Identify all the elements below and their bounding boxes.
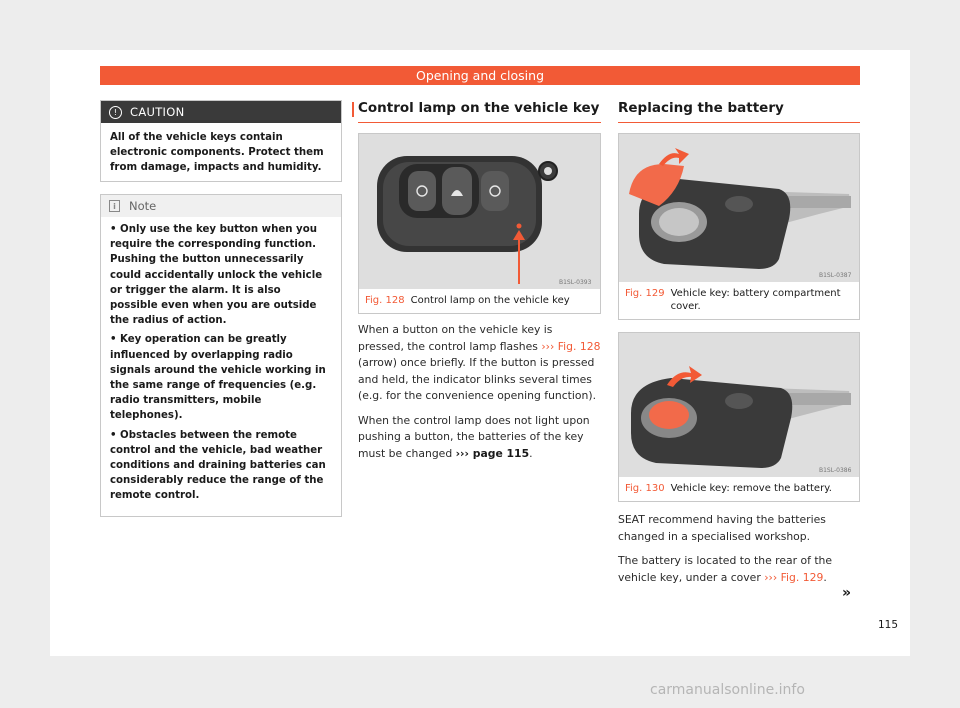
figure-caption-text: Vehicle key: battery compartment cover.	[670, 288, 841, 312]
note-item: • Only use the key button when you require the corresponding function. Pushing the button unnecessarily could accidentally unlock the vehicle or trigger the alarm. It is also possible even when you are outside the radius of action.	[110, 224, 323, 327]
paragraph	[618, 553, 860, 586]
note-label: Note	[129, 199, 157, 213]
middle-column	[358, 100, 601, 462]
left-column	[100, 100, 342, 517]
section-title-battery	[618, 100, 860, 123]
caution-icon: !	[109, 106, 122, 119]
text-run: .	[529, 446, 533, 460]
page-number: 115	[878, 619, 899, 631]
watermark: carmanualsonline.info	[650, 682, 805, 698]
figure-130-image	[619, 333, 859, 477]
figure-number: Fig. 128	[365, 295, 405, 306]
section-title-control-lamp	[358, 100, 601, 123]
figure-caption	[619, 477, 859, 501]
text-run: When a button on the vehicle key is pressed, the control lamp flashes	[358, 323, 553, 353]
battery	[649, 401, 689, 429]
paragraph: SEAT recommend having the batteries changed in a specialised workshop.	[618, 513, 826, 543]
caution-box	[100, 100, 342, 182]
section-accent	[352, 102, 354, 117]
caution-text: All of the vehicle keys contain electronic components. Protect them from damage, impacts and humidity.	[110, 132, 324, 173]
caution-label: CAUTION	[130, 105, 185, 119]
right-column	[618, 100, 860, 586]
info-icon: i	[109, 200, 120, 212]
battery-removal-illustration	[619, 333, 859, 477]
note-body	[101, 217, 341, 516]
text-run: (arrow) once briefly. If the button is pressed and held, the indicator blinks several times (e.g. for the convenience opening function).	[358, 356, 597, 402]
paragraph	[358, 322, 601, 405]
section-title-text: Control lamp on the vehicle key	[358, 100, 600, 116]
figure-code: B1SL-0386	[819, 467, 852, 474]
control-lamp-icon	[517, 224, 522, 229]
section-title-text: Replacing the battery	[618, 100, 784, 116]
note-item: • Key operation can be greatly influenced by overlapping radio signals around the vehicle working in the same range of frequencies (e.g. radio transmitters, mobile telephones).	[110, 334, 326, 422]
note-box	[100, 194, 342, 517]
figure-number: Fig. 130	[625, 483, 665, 494]
figure-128	[358, 133, 601, 314]
note-header	[101, 195, 341, 217]
text-run: .	[823, 570, 827, 584]
figure-code: B1SL-0387	[819, 272, 852, 279]
figure-caption-text: Control lamp on the vehicle key	[410, 295, 570, 306]
caution-header	[101, 101, 341, 123]
figure-129	[618, 133, 860, 320]
text-run: When the control lamp does not light upon pushing a button, the batteries of the key must be changed	[358, 413, 590, 460]
continuation-mark: »	[842, 585, 852, 601]
header-title: Opening and closing	[415, 68, 544, 83]
paragraph	[358, 413, 601, 463]
vehicle-key-illustration	[359, 134, 600, 289]
page-header	[100, 66, 860, 85]
note-item: • Obstacles between the remote control and the vehicle, bad weather conditions and draining batteries can considerably reduce the range of the remote control.	[110, 429, 326, 502]
figure-link[interactable]: ››› Fig. 129	[764, 570, 824, 584]
figure-caption-text: Vehicle key: remove the battery.	[670, 483, 832, 494]
figure-number: Fig. 129	[625, 288, 665, 299]
figure-link[interactable]: ››› Fig. 128	[541, 339, 601, 353]
page-link[interactable]: ››› page 115	[455, 446, 530, 460]
figure-caption	[619, 282, 859, 319]
figure-130	[618, 332, 860, 502]
figure-code: B1SL-0393	[559, 279, 592, 286]
figure-129-image	[619, 134, 859, 282]
figure-caption	[359, 289, 600, 313]
battery-cover-illustration	[619, 134, 859, 282]
text-run: The battery is located to the rear of the vehicle key, under a cover	[618, 554, 833, 584]
figure-128-image	[359, 134, 600, 289]
